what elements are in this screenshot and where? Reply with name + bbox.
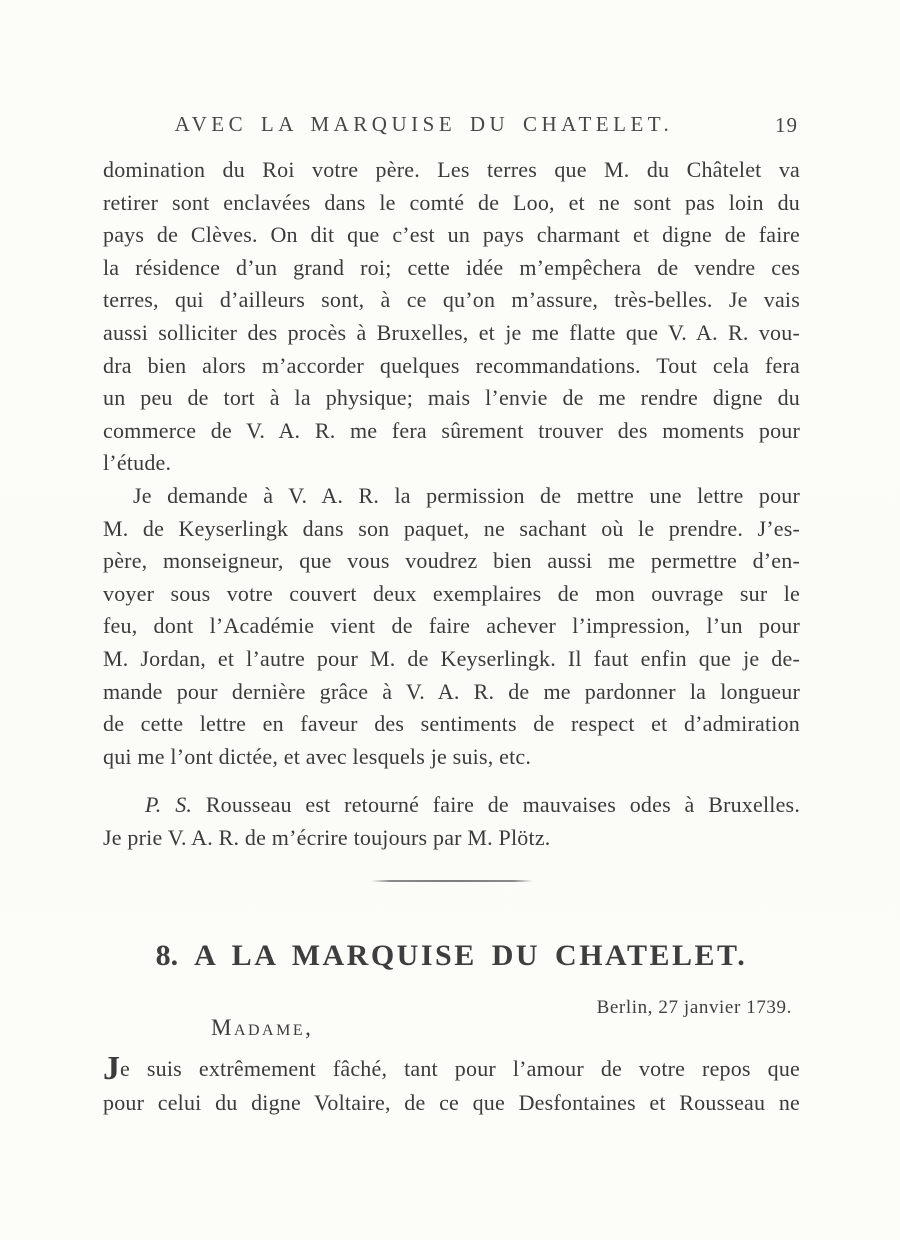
text-line — [103, 789, 800, 822]
letter-heading-title: A LA MARQUISE DU CHATELET. — [194, 939, 748, 973]
section-divider — [371, 880, 533, 882]
drop-cap: J — [103, 1050, 120, 1088]
postscript — [103, 789, 800, 854]
text-block — [103, 110, 800, 1119]
text-line: pour celui du digne Voltaire, de ce que Desfontaines et Rousseau ne — [103, 1090, 800, 1116]
letter-number: 8. — [155, 939, 179, 973]
text-line: terres, qui d’ailleurs sont, à ce qu’on m’assure, très-belles. Je vais — [103, 287, 800, 313]
page-number: 19 — [775, 113, 798, 137]
opening-text: e suis extrêmement fâché, tant pour l’amour de votre repos que — [120, 1056, 800, 1082]
letter-body — [103, 1052, 800, 1119]
text-line — [103, 1052, 800, 1086]
text-line: M. de Keyserlingk dans son paquet, ne sachant où le prendre. J’es- — [103, 515, 800, 541]
text-line: qui me l’ont dictée, et avec lesquels je suis, etc. — [103, 743, 532, 769]
letter-heading — [103, 936, 800, 976]
text-line: un peu de tort à la physique; mais l’envie de me rendre digne du — [103, 385, 800, 411]
postscript-text: Rousseau est retourné faire de mauvaises odes à Bruxelles. — [205, 792, 801, 818]
text-line: de cette lettre en faveur des sentiments de respect et d’admiration — [103, 711, 800, 737]
salutation: Madame, — [211, 1015, 314, 1041]
text-line: aussi solliciter des procès à Bruxelles, et je me flatte que V. A. R. vou- — [103, 319, 800, 345]
paragraph-continuation — [103, 154, 800, 480]
text-line: Je prie V. A. R. de m’écrire toujours par M. Plötz. — [103, 824, 551, 850]
text-line: feu, dont l’Académie vient de faire achever l’impression, l’un pour — [103, 613, 800, 639]
postscript-label: P. S. — [145, 792, 193, 818]
letter-continuation-body — [103, 154, 800, 854]
paragraph-request — [103, 480, 800, 773]
text-line: commerce de V. A. R. me fera sûrement trouver des moments pour — [103, 417, 800, 443]
text-line: la résidence d’un grand roi; cette idée m’empêchera de vendre ces — [103, 254, 800, 280]
text-line: M. Jordan, et l’autre pour M. de Keyserlingk. Il faut enfin que je de- — [103, 645, 800, 671]
text-line: pays de Clèves. On dit que c’est un pays charmant et digne de faire — [103, 222, 800, 248]
text-line: voyer sous votre couvert deux exemplaires de mon ouvrage sur le — [103, 580, 800, 606]
text-line: mande pour dernière grâce à V. A. R. de me pardonner la longueur — [103, 678, 800, 704]
text-line: Je demande à V. A. R. la permission de mettre une lettre pour — [133, 482, 800, 508]
text-line: père, monseigneur, que vous voudrez bien aussi me permettre d’en- — [103, 548, 800, 574]
dateline: Berlin, 27 janvier 1739. — [596, 997, 792, 1019]
text-line: retirer sont enclavées dans le comté de Loo, et ne sont pas loin du — [103, 189, 800, 215]
text-line: l’étude. — [103, 450, 172, 476]
text-line: domination du Roi votre père. Les terres que M. du Châtelet va — [103, 157, 800, 182]
text-line: dra bien alors m’accorder quelques recommandations. Tout cela fera — [103, 352, 800, 378]
running-header-title: AVEC LA MARQUISE DU CHATELET. — [174, 112, 674, 136]
running-header — [103, 110, 800, 140]
